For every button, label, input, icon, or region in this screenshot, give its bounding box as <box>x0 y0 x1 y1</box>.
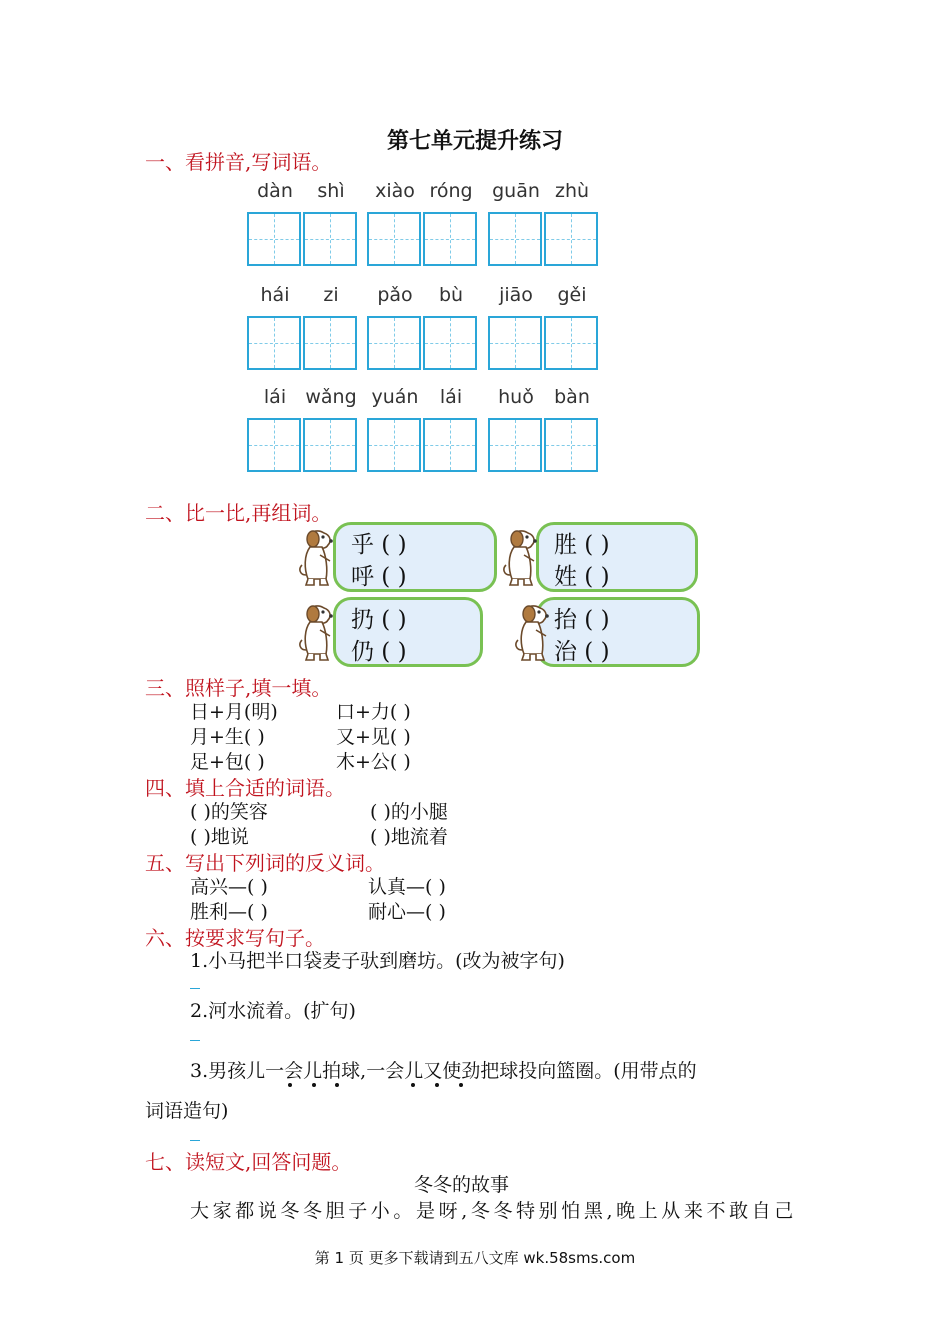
s6-q3-part-c: 又使劲把球投向篮圈。(用带点的 <box>423 1060 697 1082</box>
emphasis-dot <box>335 1083 339 1087</box>
s4-row-1-b: ( )的小腿 <box>370 801 448 823</box>
pinyin-syllable: bàn <box>554 386 590 408</box>
emphasis-dot <box>312 1083 316 1087</box>
compare-line[interactable]: 乎 ( ) <box>351 532 407 558</box>
writing-cell[interactable] <box>303 212 357 266</box>
s6-q3-part-a: 3.男孩儿 <box>190 1060 266 1082</box>
pinyin-syllable: róng <box>429 180 473 202</box>
writing-cell[interactable] <box>544 316 598 370</box>
pinyin-syllable: jiāo <box>499 284 533 306</box>
emphasis-dot <box>435 1083 439 1087</box>
puppy-icon <box>294 600 340 662</box>
section-4-heading: 四、填上合适的词语。 <box>145 776 345 800</box>
s6-q3-dotted-word-2: 一会儿 <box>366 1060 424 1082</box>
pinyin-syllable: wǎng <box>305 386 357 408</box>
s5-row-2-b: 耐心—( ) <box>368 901 446 923</box>
s6-q3-dotted-word-1: 一会儿 <box>265 1060 323 1082</box>
s5-row-1-a: 高兴—( ) <box>190 876 268 898</box>
pinyin-syllable: zi <box>323 284 339 306</box>
writing-cell[interactable] <box>544 212 598 266</box>
writing-cell[interactable] <box>367 316 421 370</box>
compare-line[interactable]: 治 ( ) <box>554 639 610 665</box>
writing-cell[interactable] <box>423 418 477 472</box>
pinyin-syllable: bù <box>438 284 464 306</box>
s5-row-1-b: 认真—( ) <box>368 876 446 898</box>
puppy-icon <box>294 525 340 587</box>
writing-cell[interactable] <box>488 418 542 472</box>
section-5-heading: 五、写出下列词的反义词。 <box>145 851 385 875</box>
writing-cell[interactable] <box>367 212 421 266</box>
writing-cell[interactable] <box>247 212 301 266</box>
compare-line[interactable]: 扔 ( ) <box>351 607 407 633</box>
s6-q3-part-b: 拍球, <box>322 1060 367 1082</box>
s6-question-3 <box>190 1056 697 1083</box>
s4-row-1-a: ( )的笑容 <box>190 801 268 823</box>
compare-line[interactable]: 仍 ( ) <box>351 639 407 665</box>
page-footer: 第 1 页 更多下载请到五八文库 wk.58sms.com <box>314 1249 636 1267</box>
pinyin-syllable: huǒ <box>498 386 534 408</box>
s6-answer-line-2[interactable] <box>190 1040 200 1041</box>
s3-row-1-a: 日+月(明) <box>190 701 278 723</box>
story-title: 冬冬的故事 <box>414 1174 510 1196</box>
emphasis-dot <box>459 1083 463 1087</box>
writing-cell[interactable] <box>367 418 421 472</box>
page-title: 第七单元提升练习 <box>386 129 563 154</box>
writing-cell[interactable] <box>247 316 301 370</box>
s3-row-3-a: 足+包( ) <box>190 751 265 773</box>
pinyin-syllable: guān <box>492 180 540 202</box>
pinyin-syllable: hái <box>260 284 290 306</box>
pinyin-syllable: gěi <box>557 284 587 306</box>
writing-cell[interactable] <box>488 212 542 266</box>
writing-cell[interactable] <box>303 418 357 472</box>
writing-cell[interactable] <box>303 316 357 370</box>
s6-question-3-continued: 词语造句) <box>145 1100 229 1122</box>
pinyin-syllable: pǎo <box>377 284 413 306</box>
s5-row-2-a: 胜利—( ) <box>190 901 268 923</box>
pinyin-syllable: dàn <box>257 180 293 202</box>
pinyin-syllable: xiào <box>375 180 415 202</box>
section-1-heading: 一、看拼音,写词语。 <box>145 150 332 174</box>
section-7-heading: 七、读短文,回答问题。 <box>145 1150 352 1174</box>
writing-cell[interactable] <box>544 418 598 472</box>
s6-answer-line-1[interactable] <box>190 988 200 989</box>
section-3-heading: 三、照样子,填一填。 <box>145 676 332 700</box>
section-2-heading: 二、比一比,再组词。 <box>145 501 332 525</box>
puppy-icon <box>510 600 556 662</box>
s6-question-2: 2.河水流着。(扩句) <box>190 1000 356 1022</box>
compare-line[interactable]: 姓 ( ) <box>554 564 610 590</box>
story-text: 大家都说冬冬胆子小。是呀,冬冬特别怕黑,晚上从来不敢自己 <box>190 1200 797 1222</box>
writing-cell[interactable] <box>488 316 542 370</box>
pinyin-syllable: shì <box>317 180 345 202</box>
writing-cell[interactable] <box>423 316 477 370</box>
pinyin-syllable: lái <box>263 386 287 408</box>
s4-row-2-b: ( )地流着 <box>370 826 448 848</box>
emphasis-dot <box>411 1083 415 1087</box>
section-6-heading: 六、按要求写句子。 <box>145 926 325 950</box>
writing-cell[interactable] <box>247 418 301 472</box>
emphasis-dot <box>288 1083 292 1087</box>
compare-line[interactable]: 呼 ( ) <box>351 564 407 590</box>
s4-row-2-a: ( )地说 <box>190 826 249 848</box>
s3-row-2-b: 又+见( ) <box>336 726 411 748</box>
s3-row-3-b: 木+公( ) <box>336 751 411 773</box>
s6-question-1: 1.小马把半口袋麦子驮到磨坊。(改为被字句) <box>190 950 565 972</box>
compare-line[interactable]: 抬 ( ) <box>554 607 610 633</box>
writing-cell[interactable] <box>423 212 477 266</box>
s3-row-1-b: 口+力( ) <box>336 701 411 723</box>
s6-answer-line-3[interactable] <box>190 1140 200 1141</box>
puppy-icon <box>498 525 544 587</box>
s3-row-2-a: 月+生( ) <box>190 726 265 748</box>
pinyin-syllable: lái <box>439 386 463 408</box>
compare-line[interactable]: 胜 ( ) <box>554 532 610 558</box>
pinyin-syllable: zhù <box>554 180 590 202</box>
pinyin-syllable: yuán <box>371 386 419 408</box>
